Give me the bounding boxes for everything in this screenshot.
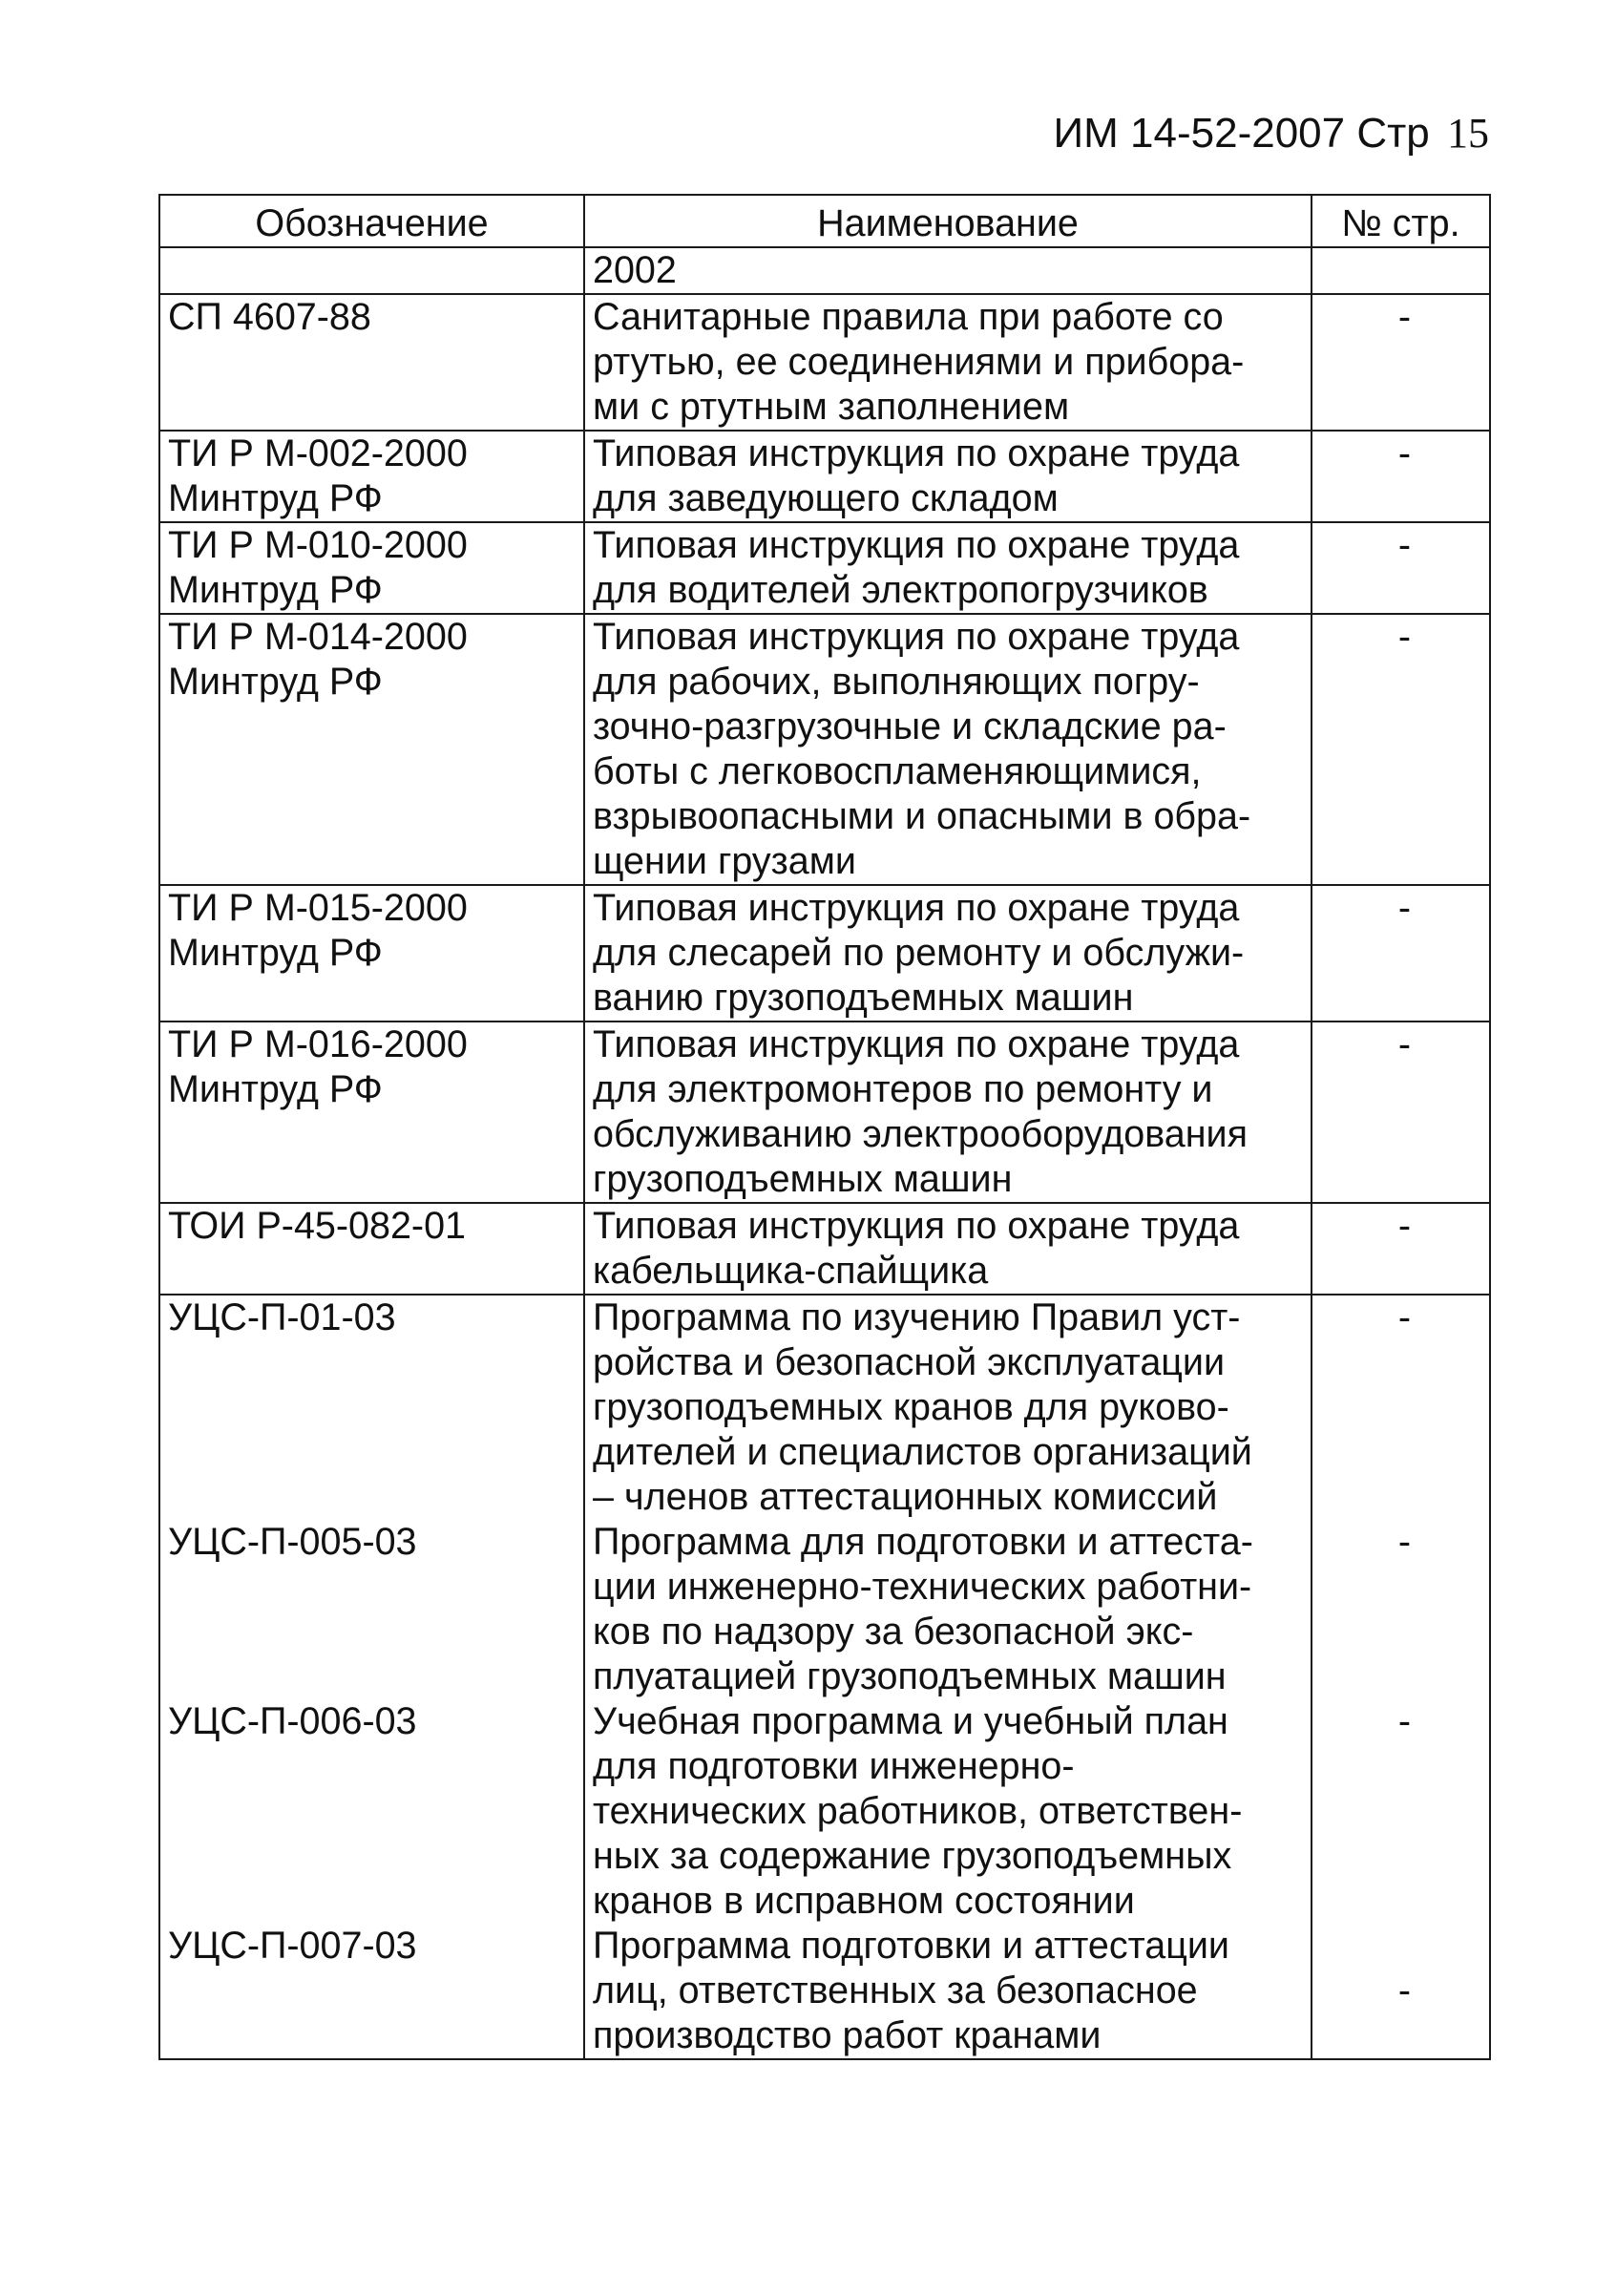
designation-cell [159, 294, 584, 431]
name-cell [584, 614, 1312, 885]
name-cell [584, 1295, 1312, 2059]
program-name-line: производство работ кранами [593, 2014, 1102, 2056]
program-name-line: Учебная программа и учебный план [593, 1700, 1228, 1742]
designation-cell [159, 1203, 584, 1295]
page-value: - [1397, 524, 1412, 566]
program-name-line: ных за содержание грузоподъемных [593, 1835, 1232, 1877]
program-designation-block [168, 1295, 583, 1520]
page-cell [1312, 614, 1490, 885]
designation-line: Минтруд РФ [168, 932, 383, 974]
spacer-line [168, 1744, 583, 1789]
designation-cell [159, 431, 584, 522]
spacer-line [168, 1475, 583, 1520]
spacer-line [1320, 1924, 1489, 1969]
spacer-line [168, 1565, 583, 1610]
page-cell [1312, 1022, 1490, 1203]
spacer-line [168, 1654, 583, 1699]
spacer-line [168, 1879, 583, 1924]
program-designation: УЦС-П-005-03 [168, 1521, 417, 1563]
spacer-line [168, 1789, 583, 1834]
name-line: взрывоопасными и опасными в обра- [593, 795, 1251, 837]
table-row-programs [159, 1295, 1490, 2059]
col-header-designation: Обозначение [159, 195, 584, 247]
program-designation-block [168, 1520, 583, 1699]
designation-line: Минтруд РФ [168, 477, 383, 519]
program-designation: УЦС-П-006-03 [168, 1700, 417, 1742]
designation-line: ТИ Р М-015-2000 [168, 887, 468, 929]
page-cell [1312, 294, 1490, 431]
spacer-line [1320, 1610, 1489, 1654]
designation-line: Минтруд РФ [168, 661, 383, 703]
program-name-block [593, 1699, 1311, 1924]
spacer-line [168, 1969, 583, 2013]
doc-code: ИМ 14-52-2007 [1053, 110, 1346, 157]
designation-cell [159, 614, 584, 885]
name-line: грузоподъемных машин [593, 1158, 1013, 1200]
page-label: Стр [1356, 110, 1430, 157]
designation-line: ТОИ Р-45-082-01 [168, 1205, 467, 1247]
page-value: - [1397, 296, 1412, 338]
page-cell [1312, 247, 1490, 294]
table-row [159, 1203, 1490, 1295]
designation-cell [159, 247, 584, 294]
designation-line: ТИ Р М-016-2000 [168, 1023, 468, 1065]
designation-line: ТИ Р М-002-2000 [168, 432, 468, 474]
program-name-line: Программа для подготовки и аттеста- [593, 1521, 1253, 1563]
program-designation: УЦС-П-01-03 [168, 1296, 396, 1338]
program-name-line: Программа по изучению Правил уст- [593, 1296, 1241, 1338]
spacer-line [1320, 1340, 1489, 1385]
program-page-block [1320, 1924, 1489, 2058]
page-value: - [1397, 887, 1412, 929]
name-line: Санитарные правила при работе со [593, 296, 1224, 338]
spacer-line [1320, 1385, 1489, 1430]
program-page-value: - [1397, 1700, 1412, 1742]
program-name-line: плуатацией грузоподъемных машин [593, 1655, 1227, 1697]
designation-line: СП 4607-88 [168, 296, 371, 338]
name-line: боты с легковоспламеняющимися, [593, 750, 1202, 792]
name-line: для слесарей по ремонту и обслужи- [593, 932, 1245, 974]
col-header-name: Наименование [584, 195, 1312, 247]
designation-cell [159, 885, 584, 1022]
name-line: зочно-разгрузочные и складские ра- [593, 706, 1227, 748]
table-row [159, 522, 1490, 614]
program-page-value: - [1397, 1970, 1412, 2012]
designation-cell [159, 1022, 584, 1203]
name-line: для водителей электропогрузчиков [593, 569, 1208, 611]
name-cell [584, 294, 1312, 431]
name-line: кабельщика-спайщика [593, 1250, 989, 1292]
spacer-line [168, 1385, 583, 1430]
page-cell [1312, 431, 1490, 522]
program-name-line: ков по надзору за безопасной экс- [593, 1611, 1194, 1653]
program-page-block [1320, 1699, 1489, 1924]
name-line: Типовая инструкция по охране труда [593, 524, 1240, 566]
name-line: Типовая инструкция по охране труда [593, 1023, 1240, 1065]
name-line: 2002 [593, 249, 677, 291]
spacer-line [168, 1610, 583, 1654]
designation-line: Минтруд РФ [168, 569, 383, 611]
page-value: - [1397, 1023, 1412, 1065]
name-line: для заведующего складом [593, 477, 1059, 519]
spacer-line [168, 1340, 583, 1385]
name-cell [584, 885, 1312, 1022]
page-cell [1312, 1203, 1490, 1295]
spacer-line [1320, 1744, 1489, 1789]
program-name-line: – членов аттестационных комиссий [593, 1476, 1218, 1518]
spacer-line [1320, 1565, 1489, 1610]
spacer-line [1320, 1789, 1489, 1834]
name-line: Типовая инструкция по охране труда [593, 432, 1240, 474]
designation-line: ТИ Р М-014-2000 [168, 616, 468, 658]
spacer-line [1320, 2013, 1489, 2058]
name-cell [584, 1022, 1312, 1203]
program-name-line: для подготовки инженерно- [593, 1745, 1075, 1787]
program-page-block [1320, 1295, 1489, 1520]
name-line: Типовая инструкция по охране труда [593, 1205, 1240, 1247]
program-name-line: Программа подготовки и аттестации [593, 1925, 1229, 1967]
program-name-line: лиц, ответственных за безопасное [593, 1970, 1198, 2012]
page-cell [1312, 1295, 1490, 2059]
name-cell [584, 1203, 1312, 1295]
page-header [0, 0, 1489, 191]
program-designation-block [168, 1699, 583, 1924]
table-row [159, 885, 1490, 1022]
table-header-row [159, 195, 1490, 247]
program-name-line: ции инженерно-технических работни- [593, 1566, 1252, 1608]
name-line: Типовая инструкция по охране труда [593, 616, 1240, 658]
name-line: для электромонтеров по ремонту и [593, 1068, 1213, 1110]
name-cell [584, 431, 1312, 522]
spacer-line [1320, 1879, 1489, 1924]
designation-line: ТИ Р М-010-2000 [168, 524, 468, 566]
spacer-line [168, 1834, 583, 1879]
name-line: для рабочих, выполняющих погру- [593, 661, 1200, 703]
program-page-value: - [1397, 1521, 1412, 1563]
spacer-line [168, 2013, 583, 2058]
program-name-line: ройства и безопасной эксплуатации [593, 1341, 1226, 1383]
program-name-block [593, 1520, 1311, 1699]
spacer-line [1320, 1430, 1489, 1475]
col-header-page: № стр. [1312, 195, 1490, 247]
program-name-line: технических работников, ответствен- [593, 1790, 1243, 1832]
page-cell [1312, 522, 1490, 614]
table-row [159, 247, 1490, 294]
name-line: ванию грузоподъемных машин [593, 977, 1134, 1019]
program-name-line: дителей и специалистов организаций [593, 1431, 1252, 1473]
name-line: ми с ртутным заполнением [593, 386, 1070, 428]
table-row [159, 1022, 1490, 1203]
spacer-line [168, 1430, 583, 1475]
name-cell [584, 522, 1312, 614]
table-row [159, 431, 1490, 522]
name-cell [584, 247, 1312, 294]
program-name-block [593, 1295, 1311, 1520]
program-name-block [593, 1924, 1311, 2058]
page-value: - [1397, 1205, 1412, 1247]
designation-cell [159, 522, 584, 614]
page-value: - [1397, 616, 1412, 658]
program-name-line: грузоподъемных кранов для руково- [593, 1386, 1229, 1428]
name-line: щении грузами [593, 840, 856, 882]
spacer-line [1320, 1654, 1489, 1699]
page-value: - [1397, 432, 1412, 474]
page-cell [1312, 885, 1490, 1022]
table-row [159, 614, 1490, 885]
name-line: Типовая инструкция по охране труда [593, 887, 1240, 929]
spacer-line [1320, 1834, 1489, 1879]
designation-line [168, 248, 583, 293]
page-number: 15 [1447, 110, 1489, 157]
references-table [158, 194, 1491, 2060]
program-designation: УЦС-П-007-03 [168, 1925, 417, 1967]
program-page-block [1320, 1520, 1489, 1699]
spacer-line [1320, 1475, 1489, 1520]
table-row [159, 294, 1490, 431]
name-line: ртутью, ее соединениями и прибора- [593, 341, 1245, 383]
table-body [159, 247, 1490, 2059]
name-line: обслуживанию электрооборудования [593, 1113, 1248, 1155]
program-page-value: - [1397, 1296, 1412, 1338]
program-designation-block [168, 1924, 583, 2058]
designation-cell [159, 1295, 584, 2059]
program-name-line: кранов в исправном состоянии [593, 1880, 1135, 1922]
header-line [1053, 110, 1489, 157]
designation-line: Минтруд РФ [168, 1068, 383, 1110]
